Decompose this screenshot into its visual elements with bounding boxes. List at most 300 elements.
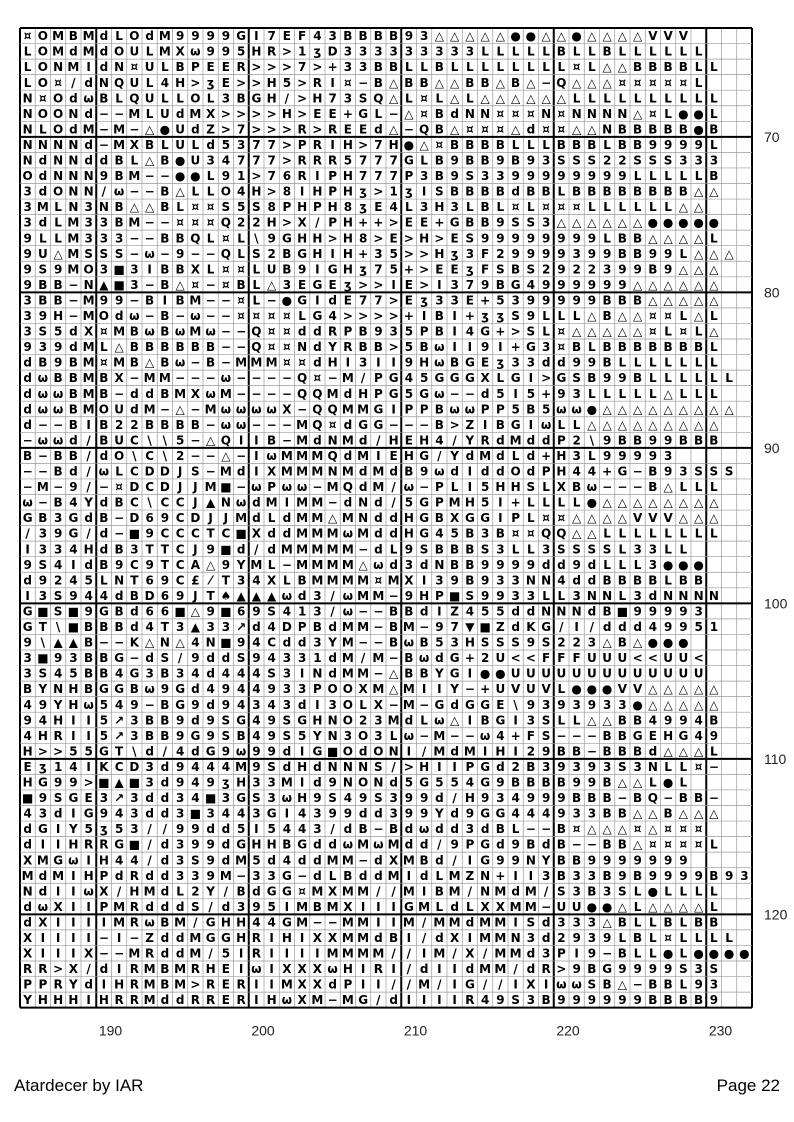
grid-cell-symbol: d [252,620,261,635]
grid-cell-symbol: / [360,371,366,386]
grid-cell-symbol: − [220,309,231,324]
grid-cell-symbol: 9 [602,993,612,1008]
grid-cell-symbol: \ [132,744,137,759]
grid-cell-symbol: − [114,526,125,541]
grid-cell-symbol: \ [162,448,168,463]
grid-cell-symbol: 9 [511,853,520,868]
grid-cell-symbol: 3 [23,215,32,230]
grid-cell-symbol: > [251,122,262,137]
grid-cell-symbol: 9 [663,604,673,619]
grid-cell-symbol: + [510,728,521,743]
grid-cell-symbol: E [648,728,657,743]
grid-cell-symbol: ω [129,309,140,324]
grid-cell-symbol: / [391,495,396,510]
grid-cell-symbol: L [161,91,169,106]
grid-cell-symbol: S [572,153,581,168]
grid-cell-symbol: ■ [204,791,217,806]
grid-cell-symbol: H [495,744,506,759]
grid-cell-symbol: B [419,75,429,90]
grid-cell-symbol: X [526,977,536,992]
grid-cell-symbol: H [297,231,308,246]
grid-cell-symbol: 9 [541,744,551,759]
grid-cell-symbol: B [495,137,505,152]
grid-cell-symbol: J [193,495,198,510]
grid-cell-symbol: / [482,946,488,961]
grid-cell-symbol: L [664,371,672,386]
grid-cell-symbol: △ [709,277,719,292]
grid-cell-symbol: 5 [282,75,292,90]
grid-cell-symbol: Y [84,495,93,510]
grid-cell-symbol: O [53,184,64,199]
grid-cell-symbol: 9 [191,29,200,44]
grid-cell-symbol: △ [709,262,719,277]
grid-cell-symbol: J [193,542,198,557]
grid-cell-symbol: − [98,931,109,946]
grid-cell-symbol: 9 [23,246,32,261]
grid-cell-symbol: 3 [526,355,536,370]
grid-cell-symbol: 3 [221,620,231,635]
grid-cell-symbol: > [434,231,445,246]
grid-cell-symbol: B [480,75,490,90]
grid-cell-symbol: B [373,60,383,75]
grid-cell-symbol: 7 [267,29,276,44]
grid-cell-symbol: 9 [663,713,673,728]
grid-cell-symbol: 4 [236,666,246,681]
grid-cell-symbol: M [67,215,80,230]
grid-cell-symbol: ▲ [267,588,277,603]
grid-cell-symbol: 9 [602,246,612,261]
grid-cell-symbol: S [252,200,261,215]
grid-cell-symbol: I [391,962,396,977]
grid-cell-symbol: ● [662,946,674,961]
grid-cell-symbol: N [647,759,658,774]
grid-cell-symbol: H [419,231,430,246]
grid-cell-symbol: △ [709,402,719,417]
grid-cell-symbol: L [572,309,581,324]
grid-cell-symbol: + [510,340,521,355]
grid-cell-symbol: 9 [69,775,78,790]
grid-cell-symbol: ¤ [298,884,306,899]
grid-cell-symbol: B [709,713,719,728]
grid-cell-symbol: 9 [572,993,581,1008]
grid-cell-symbol: d [84,511,93,526]
grid-cell-symbol: 4 [282,604,292,619]
grid-cell-symbol: I [71,946,76,961]
grid-cell-symbol: L [710,480,718,495]
grid-cell-symbol: / [376,884,381,899]
grid-cell-symbol: 3 [618,697,627,712]
grid-cell-symbol: O [220,184,231,199]
grid-cell-symbol: B [480,137,490,152]
grid-cell-symbol: S [53,791,63,806]
grid-cell-symbol: L [527,200,535,215]
grid-cell-symbol: − [403,417,414,432]
grid-cell-symbol: B [68,29,78,44]
grid-cell-symbol: 3 [496,542,505,557]
grid-cell-symbol: 9 [206,604,215,619]
grid-cell-symbol: M [494,931,507,946]
grid-cell-symbol: 9 [23,340,32,355]
grid-cell-symbol: 9 [633,853,642,868]
grid-cell-symbol: − [114,511,125,526]
grid-cell-symbol: E [481,355,490,370]
grid-cell-symbol: I [101,915,107,930]
grid-cell-symbol: ω [251,402,262,417]
grid-cell-symbol: 3 [572,759,581,774]
grid-cell-symbol: ¤ [267,324,276,339]
grid-cell-symbol: 3 [587,806,597,821]
grid-cell-symbol: ω [434,464,445,479]
grid-cell-symbol: ¤ [191,200,200,215]
grid-cell-symbol: ● [647,884,659,899]
grid-cell-symbol: ω [235,495,247,510]
grid-cell-symbol: 3 [389,44,398,59]
grid-cell-symbol: > [251,106,262,121]
grid-cell-symbol: / [101,184,107,199]
grid-cell-symbol: / [330,822,335,837]
grid-cell-symbol: G [480,853,491,868]
grid-cell-symbol: △ [617,417,627,432]
grid-cell-symbol: △ [602,915,612,930]
grid-cell-symbol: M [36,200,49,215]
grid-cell-symbol: M [357,620,370,635]
grid-cell-symbol: G [510,417,521,432]
grid-cell-symbol: 3 [175,791,185,806]
grid-cell-symbol: d [38,884,48,899]
grid-cell-symbol: E [313,106,322,121]
grid-cell-symbol: ▼ [465,620,475,635]
grid-cell-symbol: N [53,60,64,75]
grid-cell-symbol: S [618,884,627,899]
grid-cell-symbol: / [86,464,91,479]
grid-cell-symbol: + [434,215,445,230]
grid-cell-symbol: △ [617,324,627,339]
grid-cell-symbol: L [679,775,688,790]
grid-cell-symbol: G [312,744,323,759]
grid-cell-symbol: G [68,791,79,806]
grid-cell-symbol: 4 [282,822,292,837]
grid-cell-symbol: ● [693,557,704,572]
grid-cell-symbol: d [252,495,261,510]
grid-cell-symbol: B [404,666,414,681]
grid-cell-symbol: P [419,324,429,339]
grid-cell-symbol: d [175,899,185,914]
grid-cell-symbol: A [190,557,201,572]
grid-cell-symbol: H [22,744,33,759]
grid-cell-symbol: N [53,153,64,168]
grid-cell-symbol: 9 [221,744,231,759]
column-label: 210 [403,1022,428,1039]
grid-cell-symbol: R [190,962,200,977]
grid-cell-symbol: S [358,91,368,106]
grid-cell-symbol: ω [418,822,430,837]
grid-cell-symbol: △ [694,200,704,215]
grid-cell-symbol: d [328,666,337,681]
grid-cell-symbol: N [53,169,64,184]
grid-cell-symbol: C [145,448,155,463]
grid-cell-symbol: 3 [541,868,551,883]
grid-cell-symbol: 9 [99,169,109,184]
grid-cell-symbol: 4 [511,806,520,821]
grid-cell-symbol: d [206,822,215,837]
grid-cell-symbol: M [402,697,415,712]
grid-cell-symbol: L [557,309,566,324]
grid-cell-symbol: G [358,106,369,121]
grid-cell-symbol: 3 [740,868,749,883]
grid-cell-symbol: 5 [114,822,124,837]
grid-cell-symbol: 9 [496,775,505,790]
grid-cell-symbol: 3 [572,806,581,821]
grid-cell-symbol: I [345,355,351,370]
grid-cell-symbol: X [53,899,63,914]
grid-cell-symbol: ■ [128,837,141,852]
grid-cell-symbol: d [160,759,170,774]
grid-cell-symbol: S [526,915,536,930]
grid-cell-symbol: / [147,837,152,852]
grid-cell-symbol: H [419,433,430,448]
grid-cell-symbol: I [254,448,259,463]
grid-cell-symbol: 3 [130,713,139,728]
grid-cell-symbol: S [191,899,200,914]
grid-cell-symbol: 9 [557,993,566,1008]
grid-cell-symbol: 4 [221,666,231,681]
grid-cell-symbol: I [254,993,259,1008]
grid-cell-symbol: B [53,277,63,292]
grid-cell-symbol: S [602,542,612,557]
grid-cell-symbol: / [391,759,396,774]
grid-cell-symbol: △ [587,309,597,324]
grid-cell-symbol: 9 [679,604,688,619]
grid-cell-symbol: H [419,759,430,774]
grid-cell-symbol: △ [678,697,688,712]
grid-cell-symbol: 5 [99,697,109,712]
grid-cell-symbol: P [343,977,353,992]
grid-cell-symbol: d [419,868,429,883]
grid-cell-symbol: N [342,759,353,774]
grid-cell-symbol: ¤ [176,215,184,230]
grid-cell-symbol: M [296,557,309,572]
grid-cell-symbol: − [464,728,475,743]
grid-cell-symbol: d [99,542,109,557]
grid-cell-symbol: M [433,915,446,930]
grid-cell-symbol: B [53,371,63,386]
grid-cell-symbol: 4 [99,588,109,603]
grid-cell-symbol: Y [541,853,551,868]
grid-cell-symbol: 9 [663,620,673,635]
grid-cell-symbol: M [204,402,217,417]
grid-cell-symbol: − [175,309,186,324]
grid-cell-symbol: > [312,60,323,75]
grid-cell-symbol: 9 [206,853,215,868]
grid-cell-symbol: T [38,620,47,635]
grid-cell-symbol: H [281,931,292,946]
grid-cell-symbol: I [437,682,442,697]
grid-cell-symbol: L [527,137,535,152]
grid-cell-symbol: \ [147,433,152,448]
grid-cell-symbol: △ [450,122,460,137]
grid-cell-symbol: d [145,899,154,914]
grid-cell-symbol: − [129,122,140,137]
grid-cell-symbol: ¤ [115,480,123,495]
grid-cell-symbol: 9 [23,635,32,650]
grid-cell-symbol: d [23,915,32,930]
grid-cell-symbol: 9 [450,153,459,168]
grid-cell-symbol: 6 [160,604,170,619]
grid-cell-symbol: ¤ [664,75,672,90]
grid-cell-symbol: I [467,853,473,868]
grid-cell-symbol: ■ [37,604,49,619]
grid-cell-symbol: L [633,884,642,899]
grid-cell-symbol: U [495,682,506,697]
grid-cell-symbol: L [618,355,627,370]
grid-cell-symbol: E [343,293,352,308]
grid-cell-symbol: d [389,464,398,479]
grid-cell-symbol: > [281,122,292,137]
grid-cell-symbol: ω [37,402,49,417]
grid-cell-symbol: ¤ [496,122,505,137]
grid-cell-symbol: M [82,386,95,401]
grid-cell-symbol: 9 [679,853,688,868]
grid-cell-symbol: 9 [648,246,658,261]
grid-cell-symbol: N [480,884,491,899]
grid-cell-symbol: ω [556,402,567,417]
grid-cell-symbol: − [708,759,719,774]
grid-cell-symbol: Y [69,977,78,992]
grid-cell-symbol: G [495,713,506,728]
grid-cell-symbol: 3 [572,588,581,603]
grid-cell-symbol: O [83,262,94,277]
grid-cell-symbol: △ [648,495,658,510]
grid-cell-symbol: H [342,262,353,277]
grid-cell-symbol: △ [175,277,185,292]
grid-cell-symbol: △ [572,511,582,526]
grid-cell-symbol: M [189,324,202,339]
grid-cell-symbol: M [189,106,202,121]
grid-cell-symbol: B [38,355,48,370]
grid-cell-symbol: △ [389,682,399,697]
grid-cell-symbol: B [526,837,536,852]
grid-cell-symbol: 1 [236,169,246,184]
grid-cell-symbol: − [190,355,201,370]
grid-cell-symbol: P [434,480,444,495]
grid-cell-symbol: M [311,495,324,510]
grid-cell-symbol: N [693,588,704,603]
grid-cell-symbol: N [541,573,552,588]
grid-cell-symbol: L [511,822,520,837]
grid-cell-symbol: B [633,293,643,308]
grid-cell-symbol: − [159,402,170,417]
grid-cell-symbol: C [129,433,139,448]
grid-cell-symbol: △ [572,215,582,230]
grid-cell-symbol: O [114,44,125,59]
grid-cell-symbol: 9 [496,215,505,230]
grid-cell-symbol: P [343,324,353,339]
grid-cell-symbol: 9 [313,791,322,806]
grid-cell-symbol: B [450,557,460,572]
grid-cell-symbol: d [541,557,551,572]
grid-cell-symbol: L [496,60,505,75]
grid-cell-symbol: d [389,557,398,572]
grid-cell-symbol: 8 [282,184,292,199]
grid-cell-symbol: L [725,931,733,946]
grid-cell-symbol: M [357,837,370,852]
grid-cell-symbol: B [160,915,170,930]
grid-cell-symbol: > [236,106,247,121]
grid-cell-symbol: M [128,946,141,961]
grid-cell-symbol: 9 [557,262,566,277]
grid-cell-symbol: 7 [358,169,368,184]
grid-cell-symbol: L [618,44,627,59]
grid-cell-symbol: G [525,340,536,355]
grid-cell-symbol: B [617,573,627,588]
grid-cell-symbol: d [374,542,383,557]
grid-cell-symbol: △ [694,277,704,292]
grid-cell-symbol: I [528,417,534,432]
grid-cell-symbol: > [297,75,308,90]
grid-cell-symbol: 7 [374,153,383,168]
grid-cell-symbol: I [498,340,503,355]
grid-cell-symbol: I [482,417,488,432]
grid-cell-symbol: G [403,899,414,914]
grid-cell-symbol: L [664,759,672,774]
grid-cell-symbol: 9 [175,759,185,774]
grid-cell-symbol: X [22,931,33,946]
grid-cell-symbol: ¤ [206,200,215,215]
grid-cell-symbol: ω [281,480,293,495]
grid-cell-symbol: d [221,899,231,914]
grid-cell-symbol: N [22,884,33,899]
grid-cell-symbol: P [495,402,505,417]
grid-cell-symbol: d [114,868,124,883]
grid-cell-symbol: ¤ [420,106,428,121]
grid-cell-symbol: > [358,309,369,324]
grid-cell-symbol: △ [633,775,643,790]
grid-cell-symbol: L [694,884,703,899]
grid-cell-symbol: 3 [175,620,185,635]
grid-cell-symbol: △ [526,91,536,106]
grid-cell-symbol: C [175,542,185,557]
grid-cell-symbol: L [603,200,611,215]
grid-cell-symbol: I [437,962,442,977]
grid-cell-symbol: 9 [587,169,597,184]
grid-cell-symbol: V [648,29,658,44]
grid-cell-symbol: G [358,417,369,432]
grid-cell-symbol: ¤ [222,277,230,292]
grid-cell-symbol: d [84,106,93,121]
grid-cell-symbol: M [402,682,415,697]
grid-cell-symbol: I [452,309,457,324]
grid-cell-symbol: △ [572,526,582,541]
grid-cell-symbol: I [284,899,290,914]
grid-cell-symbol: E [404,433,413,448]
grid-cell-symbol: ω [418,651,430,666]
grid-cell-symbol: L [679,977,688,992]
grid-cell-symbol: M [448,884,461,899]
grid-cell-symbol: I [238,962,244,977]
grid-cell-symbol: L [588,340,596,355]
grid-cell-symbol: 4 [191,791,200,806]
grid-cell-symbol: 3 [328,29,337,44]
grid-cell-symbol: △ [678,417,688,432]
grid-cell-symbol: d [23,899,32,914]
grid-cell-symbol: 3 [572,868,581,883]
grid-cell-symbol: △ [450,713,460,728]
grid-cell-symbol: d [23,822,32,837]
grid-cell-symbol: X [404,573,414,588]
grid-cell-symbol: B [175,417,185,432]
grid-cell-symbol: 5 [236,200,246,215]
grid-cell-symbol: B [373,29,383,44]
